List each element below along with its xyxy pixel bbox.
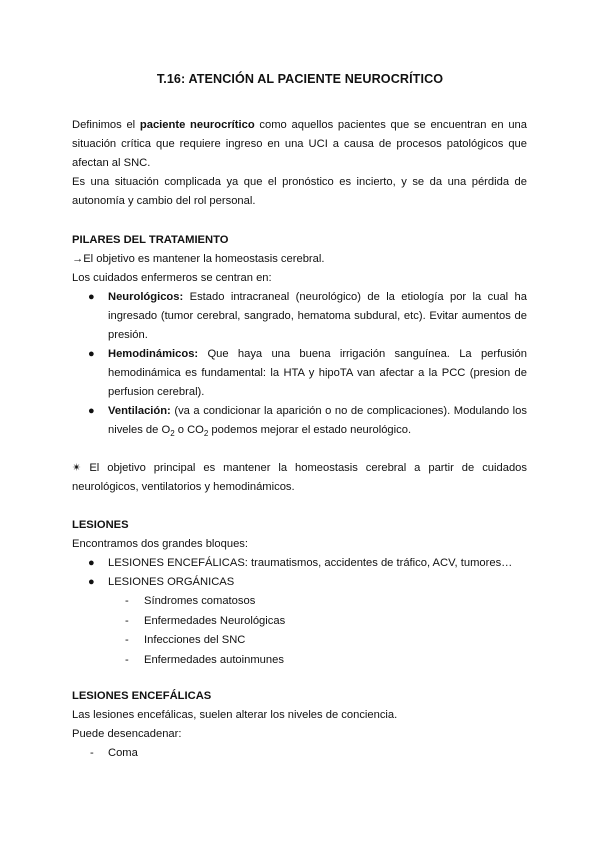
item-label: Ventilación: <box>108 405 171 417</box>
summary-section <box>72 459 527 497</box>
item-text: Infecciones del SNC <box>144 634 246 646</box>
list-item <box>125 631 527 651</box>
pilares-list <box>72 288 527 440</box>
item-label: Hemodinámicos: <box>108 348 199 360</box>
item-text: podemos mejorar el estado neurológico. <box>208 424 412 436</box>
encefalicas-puede: Puede desencadenar: <box>72 728 182 740</box>
subscript: 2 <box>203 429 209 439</box>
list-item <box>125 651 527 671</box>
lesiones-heading: LESIONES <box>72 519 129 531</box>
organicas-list <box>72 592 527 670</box>
intro-paragraph-1 <box>72 116 527 173</box>
dash-icon: - <box>125 634 129 646</box>
lesiones-intro: Encontramos dos grandes bloques: <box>72 538 249 550</box>
encefalicas-heading: LESIONES ENCEFÁLICAS <box>72 690 212 702</box>
intro-paragraph-2: Es una situación complicada ya que el pronóstico es incierto, y se da una pérdida de autonomía y cambio del rol personal. <box>72 176 527 207</box>
lesiones-section <box>72 516 527 670</box>
summary-paragraph: ✴ El objetivo principal es mantener la homeostasis cerebral a partir de cuidados neurológicos, ventilatorios y hemodinámicos. <box>72 462 527 493</box>
intro-text-cont: como aquellos pacientes que se encuentran en una situación crítica que requiere ingreso en una UCI a causa de procesos patológicos que afectan al SNC. <box>72 119 527 169</box>
lesiones-list <box>72 554 527 592</box>
pilares-objective: →El objetivo es mantener la homeostasis cerebral. <box>72 253 325 265</box>
dash-icon: - <box>125 614 129 627</box>
dash-icon: - <box>90 747 94 759</box>
item-text: Enfermedades Neurológicas <box>144 614 286 627</box>
list-item <box>72 554 527 573</box>
list-item <box>90 744 527 764</box>
dash-icon: - <box>125 653 129 666</box>
pilares-heading: PILARES DEL TRATAMIENTO <box>72 234 229 246</box>
list-item <box>125 592 527 612</box>
item-text: o CO <box>174 424 204 436</box>
bullet-icon: ● <box>88 405 95 417</box>
encefalicas-list <box>72 744 527 764</box>
bullet-icon: ● <box>88 557 95 569</box>
intro-section <box>72 116 527 211</box>
list-item <box>72 345 527 402</box>
item-text: Coma <box>108 747 138 759</box>
item-text: Síndromes comatosos <box>144 595 256 607</box>
list-item <box>125 612 527 632</box>
bullet-icon: ● <box>88 291 95 303</box>
encefalicas-section <box>72 687 527 764</box>
page-title: T.16: ATENCIÓN AL PACIENTE NEUROCRÍTICO <box>156 72 444 86</box>
intro-bold-term: paciente neurocrítico <box>139 119 255 131</box>
dash-icon: - <box>125 595 129 607</box>
bullet-icon: ● <box>88 348 95 360</box>
list-item <box>72 573 527 592</box>
subscript: 2 <box>170 429 175 439</box>
bullet-icon: ● <box>88 576 95 588</box>
item-text: Estado intracraneal (neurológico) de la etiología por la cual ha ingresado (tumor cerebral, sangrado, hematoma subdural, etc). Evitar aumentos de presión. <box>108 291 527 341</box>
item-text: LESIONES ENCEFÁLICAS: traumatismos, accidentes de tráfico, ACV, tumores… <box>108 557 513 569</box>
pilares-intro: Los cuidados enfermeros se centran en: <box>72 272 272 284</box>
intro-text: Definimos el <box>72 119 140 131</box>
item-text: Que haya una buena irrigación sanguínea. La perfusión hemodinámica es fundamental: la HTA y hipoTA van afectar a la PCC (presion de perfusion cerebral). <box>108 348 527 398</box>
item-text: (va a condicionar la aparición o no de complicaciones). Modulando los niveles de O <box>108 405 527 436</box>
list-item <box>72 288 527 345</box>
encefalicas-text: Las lesiones encefálicas, suelen alterar los niveles de conciencia. <box>72 709 398 721</box>
list-item <box>72 402 527 440</box>
item-text: Enfermedades autoinmunes <box>144 653 284 666</box>
item-text: LESIONES ORGÁNICAS <box>108 576 235 588</box>
pilares-section <box>72 231 527 440</box>
item-label: Neurológicos: <box>108 291 184 303</box>
